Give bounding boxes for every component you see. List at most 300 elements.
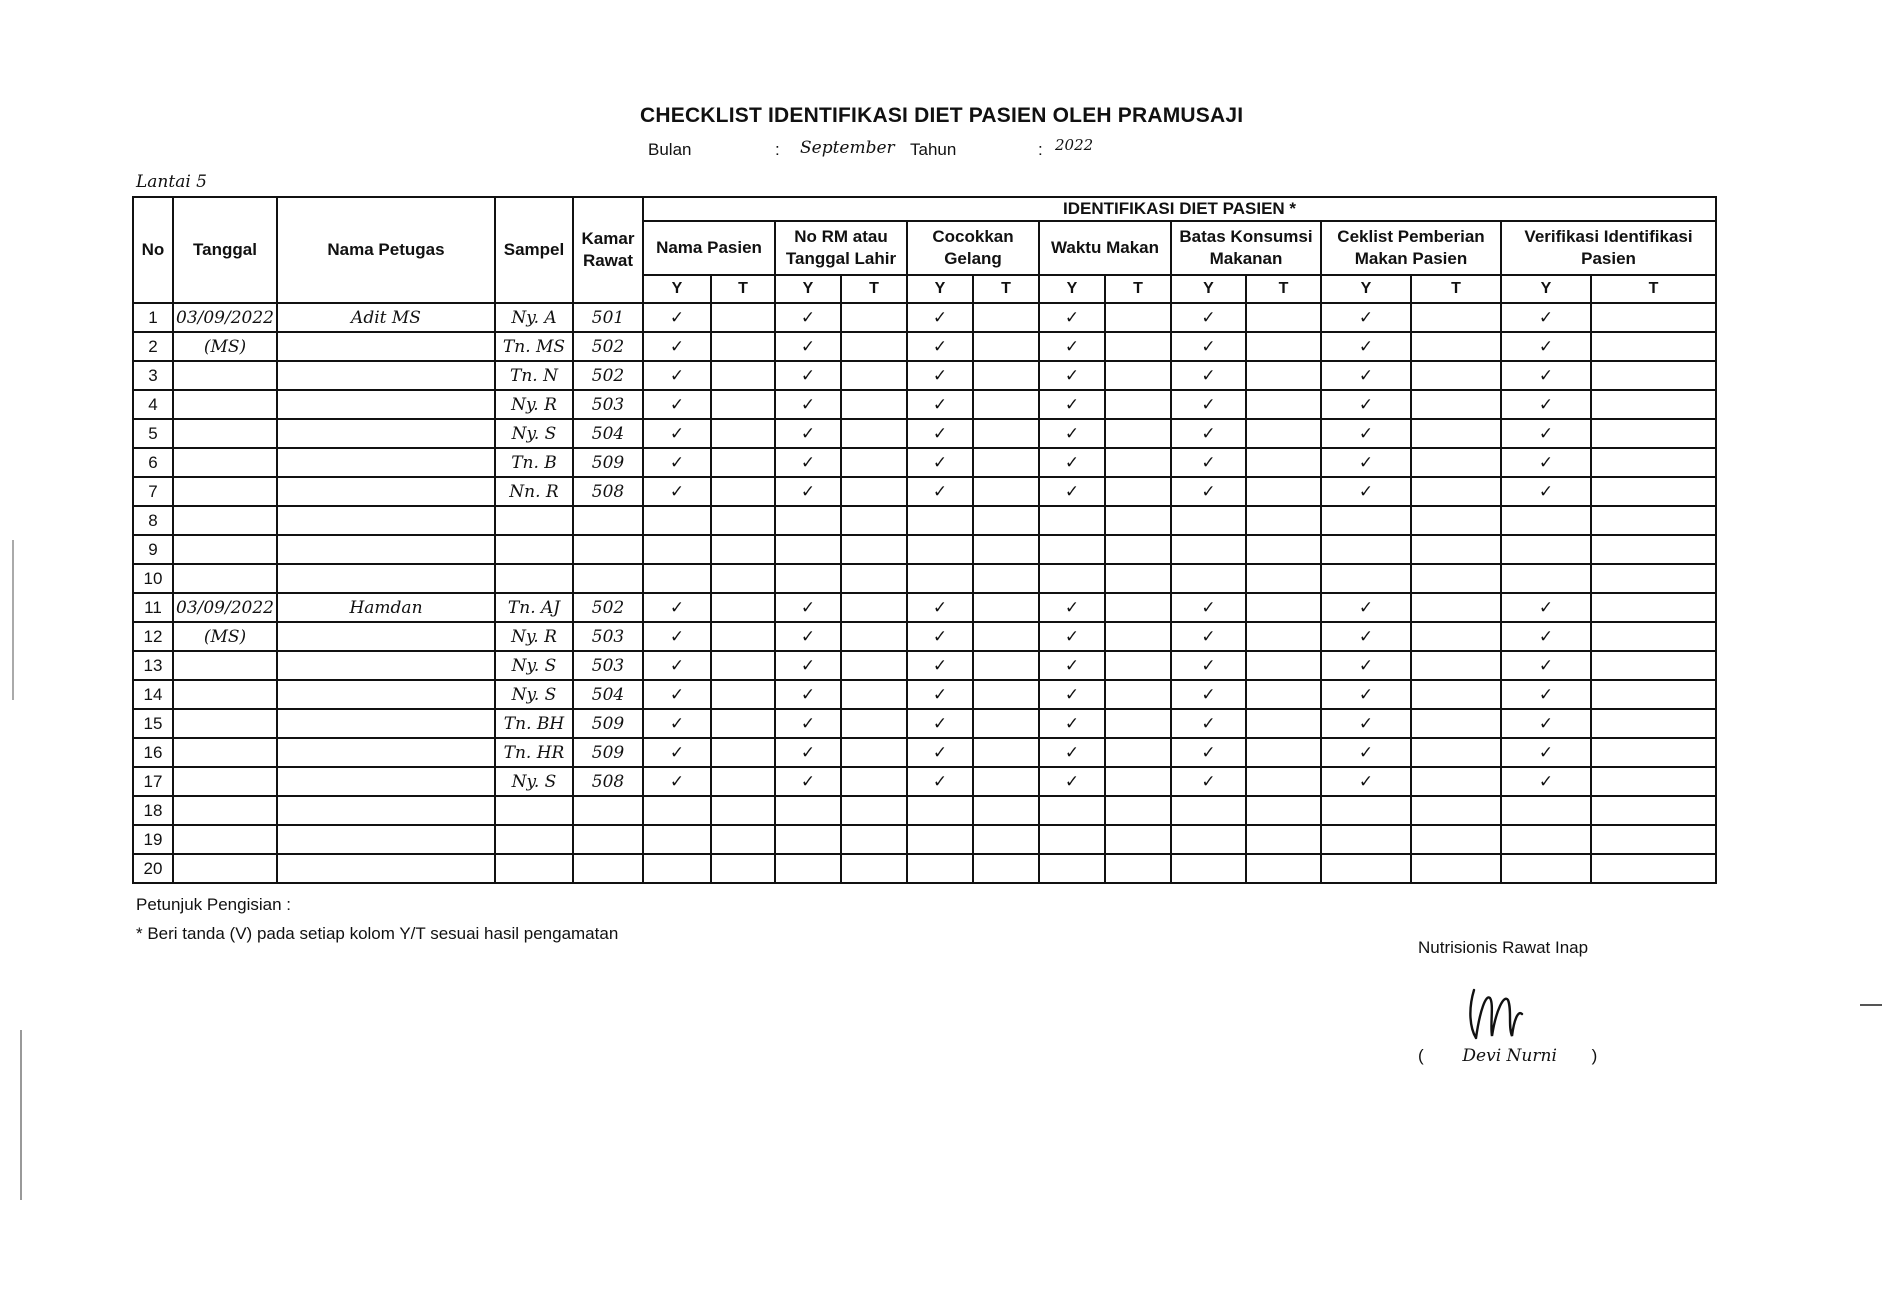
check-t-7 (1591, 390, 1716, 419)
header-y-1: Y (643, 275, 711, 303)
table-row (133, 477, 1716, 506)
check-y-4: ✓ (1039, 593, 1105, 622)
check-y-3: ✓ (907, 303, 973, 332)
check-t-3 (973, 593, 1039, 622)
check-y-6: ✓ (1321, 419, 1411, 448)
check-y-4: ✓ (1039, 767, 1105, 796)
check-y-6: ✓ (1321, 651, 1411, 680)
check-t-2 (841, 477, 907, 506)
check-y-1: ✓ (643, 448, 711, 477)
check-y-5: ✓ (1171, 709, 1246, 738)
check-y-6 (1321, 825, 1411, 854)
check-t-1 (711, 303, 775, 332)
row-petugas (277, 332, 495, 361)
check-y-7 (1501, 506, 1591, 535)
check-y-5: ✓ (1171, 477, 1246, 506)
row-no: 16 (133, 738, 173, 767)
document-title: CHECKLIST IDENTIFIKASI DIET PASIEN OLEH PRAMUSAJI (640, 104, 1244, 127)
check-y-1: ✓ (643, 593, 711, 622)
table-row (133, 506, 1716, 535)
check-y-4: ✓ (1039, 332, 1105, 361)
row-petugas (277, 854, 495, 883)
table-row (133, 680, 1716, 709)
row-sampel: Tn. MS (495, 332, 573, 361)
check-t-1 (711, 535, 775, 564)
table-row (133, 332, 1716, 361)
check-t-6 (1411, 709, 1501, 738)
bulan-value: September (800, 138, 895, 158)
check-t-5 (1246, 651, 1321, 680)
check-t-2 (841, 361, 907, 390)
header-y-4: Y (1039, 275, 1105, 303)
check-y-3 (907, 825, 973, 854)
check-y-3: ✓ (907, 477, 973, 506)
check-y-2: ✓ (775, 303, 841, 332)
check-t-7 (1591, 477, 1716, 506)
row-tanggal (173, 390, 277, 419)
row-no: 9 (133, 535, 173, 564)
check-y-3: ✓ (907, 738, 973, 767)
header-y-7: Y (1501, 275, 1591, 303)
row-kamar: 509 (573, 738, 643, 767)
table-row (133, 390, 1716, 419)
check-y-7: ✓ (1501, 390, 1591, 419)
check-t-4 (1105, 825, 1171, 854)
row-sampel: Ny. R (495, 622, 573, 651)
checklist-table (132, 196, 1717, 884)
check-t-2 (841, 709, 907, 738)
row-kamar (573, 796, 643, 825)
header-y-2: Y (775, 275, 841, 303)
row-sampel: Tn. AJ (495, 593, 573, 622)
check-t-4 (1105, 419, 1171, 448)
check-y-5 (1171, 825, 1246, 854)
check-t-1 (711, 738, 775, 767)
row-sampel: Tn. BH (495, 709, 573, 738)
check-y-6 (1321, 854, 1411, 883)
check-y-5: ✓ (1171, 622, 1246, 651)
check-t-6 (1411, 796, 1501, 825)
header-kamar-rawat: Kamar Rawat (573, 197, 643, 303)
check-y-6 (1321, 506, 1411, 535)
check-y-4: ✓ (1039, 680, 1105, 709)
check-t-1 (711, 593, 775, 622)
check-y-3 (907, 535, 973, 564)
row-kamar: 509 (573, 448, 643, 477)
check-t-5 (1246, 332, 1321, 361)
check-y-4: ✓ (1039, 448, 1105, 477)
check-t-4 (1105, 680, 1171, 709)
row-no: 14 (133, 680, 173, 709)
check-y-5: ✓ (1171, 767, 1246, 796)
header-ceklist-pemberian: Ceklist Pemberian Makan Pasien (1321, 221, 1501, 275)
check-t-6 (1411, 535, 1501, 564)
header-nama-pasien: Nama Pasien (643, 221, 775, 275)
check-y-6: ✓ (1321, 767, 1411, 796)
check-y-4: ✓ (1039, 738, 1105, 767)
row-tanggal (173, 419, 277, 448)
row-petugas (277, 738, 495, 767)
check-t-1 (711, 477, 775, 506)
check-y-3: ✓ (907, 680, 973, 709)
check-t-5 (1246, 535, 1321, 564)
table-row (133, 738, 1716, 767)
row-petugas (277, 419, 495, 448)
check-y-7: ✓ (1501, 593, 1591, 622)
row-kamar (573, 564, 643, 593)
check-y-3: ✓ (907, 419, 973, 448)
check-t-1 (711, 622, 775, 651)
check-y-4: ✓ (1039, 419, 1105, 448)
header-t-6: T (1411, 275, 1501, 303)
check-y-2: ✓ (775, 448, 841, 477)
check-y-5 (1171, 796, 1246, 825)
check-t-7 (1591, 651, 1716, 680)
check-t-5 (1246, 622, 1321, 651)
row-petugas: Adit MS (277, 303, 495, 332)
table-row (133, 535, 1716, 564)
check-t-5 (1246, 796, 1321, 825)
check-t-4 (1105, 593, 1171, 622)
check-y-3 (907, 506, 973, 535)
check-t-7 (1591, 796, 1716, 825)
header-nama-petugas: Nama Petugas (277, 197, 495, 303)
check-y-1: ✓ (643, 332, 711, 361)
check-y-6: ✓ (1321, 361, 1411, 390)
check-y-3: ✓ (907, 448, 973, 477)
check-t-7 (1591, 564, 1716, 593)
check-t-7 (1591, 419, 1716, 448)
check-t-7 (1591, 622, 1716, 651)
row-no: 15 (133, 709, 173, 738)
table-row (133, 303, 1716, 332)
check-t-4 (1105, 767, 1171, 796)
check-t-3 (973, 796, 1039, 825)
check-y-2: ✓ (775, 419, 841, 448)
check-y-3: ✓ (907, 709, 973, 738)
row-tanggal: 03/09/2022 (173, 303, 277, 332)
instructions-title: Petunjuk Pengisian : (136, 895, 291, 914)
check-t-3 (973, 709, 1039, 738)
scan-artifact-line (20, 1030, 22, 1200)
row-kamar: 503 (573, 651, 643, 680)
tahun-value: 2022 (1055, 136, 1094, 154)
check-t-5 (1246, 680, 1321, 709)
check-y-2 (775, 825, 841, 854)
row-sampel: Tn. N (495, 361, 573, 390)
instructions (136, 890, 618, 948)
row-tanggal (173, 767, 277, 796)
check-y-6 (1321, 564, 1411, 593)
row-sampel: Ny. R (495, 390, 573, 419)
check-t-5 (1246, 448, 1321, 477)
row-no: 5 (133, 419, 173, 448)
check-t-5 (1246, 709, 1321, 738)
row-tanggal (173, 448, 277, 477)
row-petugas (277, 767, 495, 796)
check-y-4 (1039, 535, 1105, 564)
check-t-3 (973, 303, 1039, 332)
check-y-7: ✓ (1501, 767, 1591, 796)
table-row (133, 767, 1716, 796)
check-t-2 (841, 332, 907, 361)
row-no: 6 (133, 448, 173, 477)
row-petugas (277, 651, 495, 680)
check-t-2 (841, 593, 907, 622)
check-y-2: ✓ (775, 738, 841, 767)
check-t-4 (1105, 709, 1171, 738)
check-y-3: ✓ (907, 390, 973, 419)
signature-line (1418, 1046, 1597, 1066)
check-t-1 (711, 332, 775, 361)
check-t-2 (841, 680, 907, 709)
check-t-1 (711, 825, 775, 854)
row-no: 17 (133, 767, 173, 796)
table-row (133, 593, 1716, 622)
check-t-2 (841, 796, 907, 825)
check-y-5: ✓ (1171, 738, 1246, 767)
row-tanggal (173, 361, 277, 390)
check-y-3 (907, 854, 973, 883)
check-t-4 (1105, 651, 1171, 680)
check-t-6 (1411, 506, 1501, 535)
check-t-1 (711, 448, 775, 477)
check-t-2 (841, 535, 907, 564)
row-petugas (277, 506, 495, 535)
row-petugas (277, 825, 495, 854)
header-y-3: Y (907, 275, 973, 303)
check-y-1 (643, 564, 711, 593)
check-t-4 (1105, 506, 1171, 535)
check-y-3: ✓ (907, 361, 973, 390)
check-t-6 (1411, 419, 1501, 448)
check-t-5 (1246, 477, 1321, 506)
check-y-1 (643, 506, 711, 535)
header-cocokkan-gelang: Cocokkan Gelang (907, 221, 1039, 275)
check-y-7: ✓ (1501, 332, 1591, 361)
row-sampel: Tn. HR (495, 738, 573, 767)
check-y-1: ✓ (643, 303, 711, 332)
check-t-1 (711, 854, 775, 883)
row-tanggal (173, 506, 277, 535)
check-t-1 (711, 564, 775, 593)
row-tanggal: (MS) (173, 622, 277, 651)
check-t-4 (1105, 564, 1171, 593)
row-sampel (495, 825, 573, 854)
row-no: 20 (133, 854, 173, 883)
row-kamar (573, 825, 643, 854)
check-y-1: ✓ (643, 738, 711, 767)
bulan-label: Bulan (648, 140, 692, 159)
check-t-7 (1591, 709, 1716, 738)
row-sampel: Ny. S (495, 651, 573, 680)
check-y-5 (1171, 854, 1246, 883)
row-kamar (573, 535, 643, 564)
check-t-2 (841, 303, 907, 332)
check-y-5: ✓ (1171, 680, 1246, 709)
row-petugas (277, 564, 495, 593)
row-kamar: 501 (573, 303, 643, 332)
row-tanggal: 03/09/2022 (173, 593, 277, 622)
check-y-2: ✓ (775, 651, 841, 680)
row-no: 13 (133, 651, 173, 680)
check-t-4 (1105, 796, 1171, 825)
check-t-4 (1105, 854, 1171, 883)
row-petugas (277, 390, 495, 419)
row-sampel (495, 506, 573, 535)
check-t-7 (1591, 825, 1716, 854)
check-t-2 (841, 651, 907, 680)
check-t-3 (973, 390, 1039, 419)
signature-open-paren: ( (1418, 1046, 1424, 1065)
check-y-2: ✓ (775, 593, 841, 622)
check-y-1 (643, 796, 711, 825)
row-tanggal (173, 709, 277, 738)
check-t-1 (711, 680, 775, 709)
row-sampel (495, 535, 573, 564)
check-y-1 (643, 854, 711, 883)
row-no: 1 (133, 303, 173, 332)
check-t-1 (711, 651, 775, 680)
table-row (133, 564, 1716, 593)
row-tanggal (173, 680, 277, 709)
check-t-1 (711, 506, 775, 535)
header-t-1: T (711, 275, 775, 303)
check-y-7 (1501, 796, 1591, 825)
row-kamar: 504 (573, 419, 643, 448)
header-t-4: T (1105, 275, 1171, 303)
check-y-7: ✓ (1501, 419, 1591, 448)
check-t-6 (1411, 448, 1501, 477)
row-tanggal (173, 564, 277, 593)
table-row (133, 622, 1716, 651)
check-y-6: ✓ (1321, 593, 1411, 622)
check-y-7 (1501, 535, 1591, 564)
check-y-7: ✓ (1501, 477, 1591, 506)
check-y-4 (1039, 854, 1105, 883)
check-y-4 (1039, 796, 1105, 825)
check-y-6: ✓ (1321, 622, 1411, 651)
check-y-5 (1171, 564, 1246, 593)
check-y-7 (1501, 825, 1591, 854)
check-y-2: ✓ (775, 390, 841, 419)
check-y-4: ✓ (1039, 390, 1105, 419)
check-y-2 (775, 854, 841, 883)
check-t-2 (841, 767, 907, 796)
check-t-3 (973, 564, 1039, 593)
check-y-6 (1321, 796, 1411, 825)
header-t-3: T (973, 275, 1039, 303)
check-y-6: ✓ (1321, 709, 1411, 738)
check-t-5 (1246, 825, 1321, 854)
check-t-3 (973, 854, 1039, 883)
row-no: 4 (133, 390, 173, 419)
check-t-3 (973, 477, 1039, 506)
row-tanggal (173, 535, 277, 564)
check-y-6: ✓ (1321, 332, 1411, 361)
check-t-1 (711, 709, 775, 738)
check-t-2 (841, 622, 907, 651)
check-y-1 (643, 825, 711, 854)
check-t-2 (841, 854, 907, 883)
check-t-2 (841, 506, 907, 535)
check-y-1: ✓ (643, 361, 711, 390)
check-t-7 (1591, 506, 1716, 535)
table-row (133, 419, 1716, 448)
check-t-7 (1591, 448, 1716, 477)
row-petugas (277, 796, 495, 825)
check-t-6 (1411, 477, 1501, 506)
header-t-2: T (841, 275, 907, 303)
check-t-1 (711, 361, 775, 390)
check-t-6 (1411, 332, 1501, 361)
check-y-6: ✓ (1321, 477, 1411, 506)
check-y-7: ✓ (1501, 651, 1591, 680)
check-t-4 (1105, 477, 1171, 506)
check-t-6 (1411, 738, 1501, 767)
check-t-7 (1591, 680, 1716, 709)
check-y-1 (643, 535, 711, 564)
table-row (133, 361, 1716, 390)
tahun-separator: : (1038, 140, 1043, 159)
table-row (133, 448, 1716, 477)
check-y-1: ✓ (643, 390, 711, 419)
check-y-5: ✓ (1171, 593, 1246, 622)
check-t-4 (1105, 332, 1171, 361)
check-y-3 (907, 796, 973, 825)
signature-image (1456, 980, 1556, 1050)
check-t-7 (1591, 361, 1716, 390)
header-y-6: Y (1321, 275, 1411, 303)
check-y-5: ✓ (1171, 332, 1246, 361)
row-no: 18 (133, 796, 173, 825)
floor-label: Lantai 5 (136, 172, 207, 192)
check-t-3 (973, 535, 1039, 564)
check-y-7: ✓ (1501, 361, 1591, 390)
check-y-1: ✓ (643, 651, 711, 680)
check-t-2 (841, 738, 907, 767)
row-petugas (277, 477, 495, 506)
row-kamar (573, 854, 643, 883)
check-y-7: ✓ (1501, 448, 1591, 477)
row-sampel (495, 854, 573, 883)
row-no: 12 (133, 622, 173, 651)
check-y-7: ✓ (1501, 622, 1591, 651)
check-t-1 (711, 767, 775, 796)
row-tanggal (173, 651, 277, 680)
check-t-7 (1591, 303, 1716, 332)
check-t-3 (973, 767, 1039, 796)
check-y-1: ✓ (643, 680, 711, 709)
table-row (133, 651, 1716, 680)
check-t-5 (1246, 767, 1321, 796)
row-no: 3 (133, 361, 173, 390)
row-kamar: 504 (573, 680, 643, 709)
row-petugas (277, 709, 495, 738)
check-t-1 (711, 390, 775, 419)
check-y-4 (1039, 564, 1105, 593)
check-y-1: ✓ (643, 709, 711, 738)
check-t-2 (841, 419, 907, 448)
header-t-7: T (1591, 275, 1716, 303)
check-y-4: ✓ (1039, 303, 1105, 332)
row-sampel (495, 564, 573, 593)
check-t-3 (973, 332, 1039, 361)
table-row (133, 825, 1716, 854)
row-kamar (573, 506, 643, 535)
check-y-6 (1321, 535, 1411, 564)
check-y-2: ✓ (775, 477, 841, 506)
